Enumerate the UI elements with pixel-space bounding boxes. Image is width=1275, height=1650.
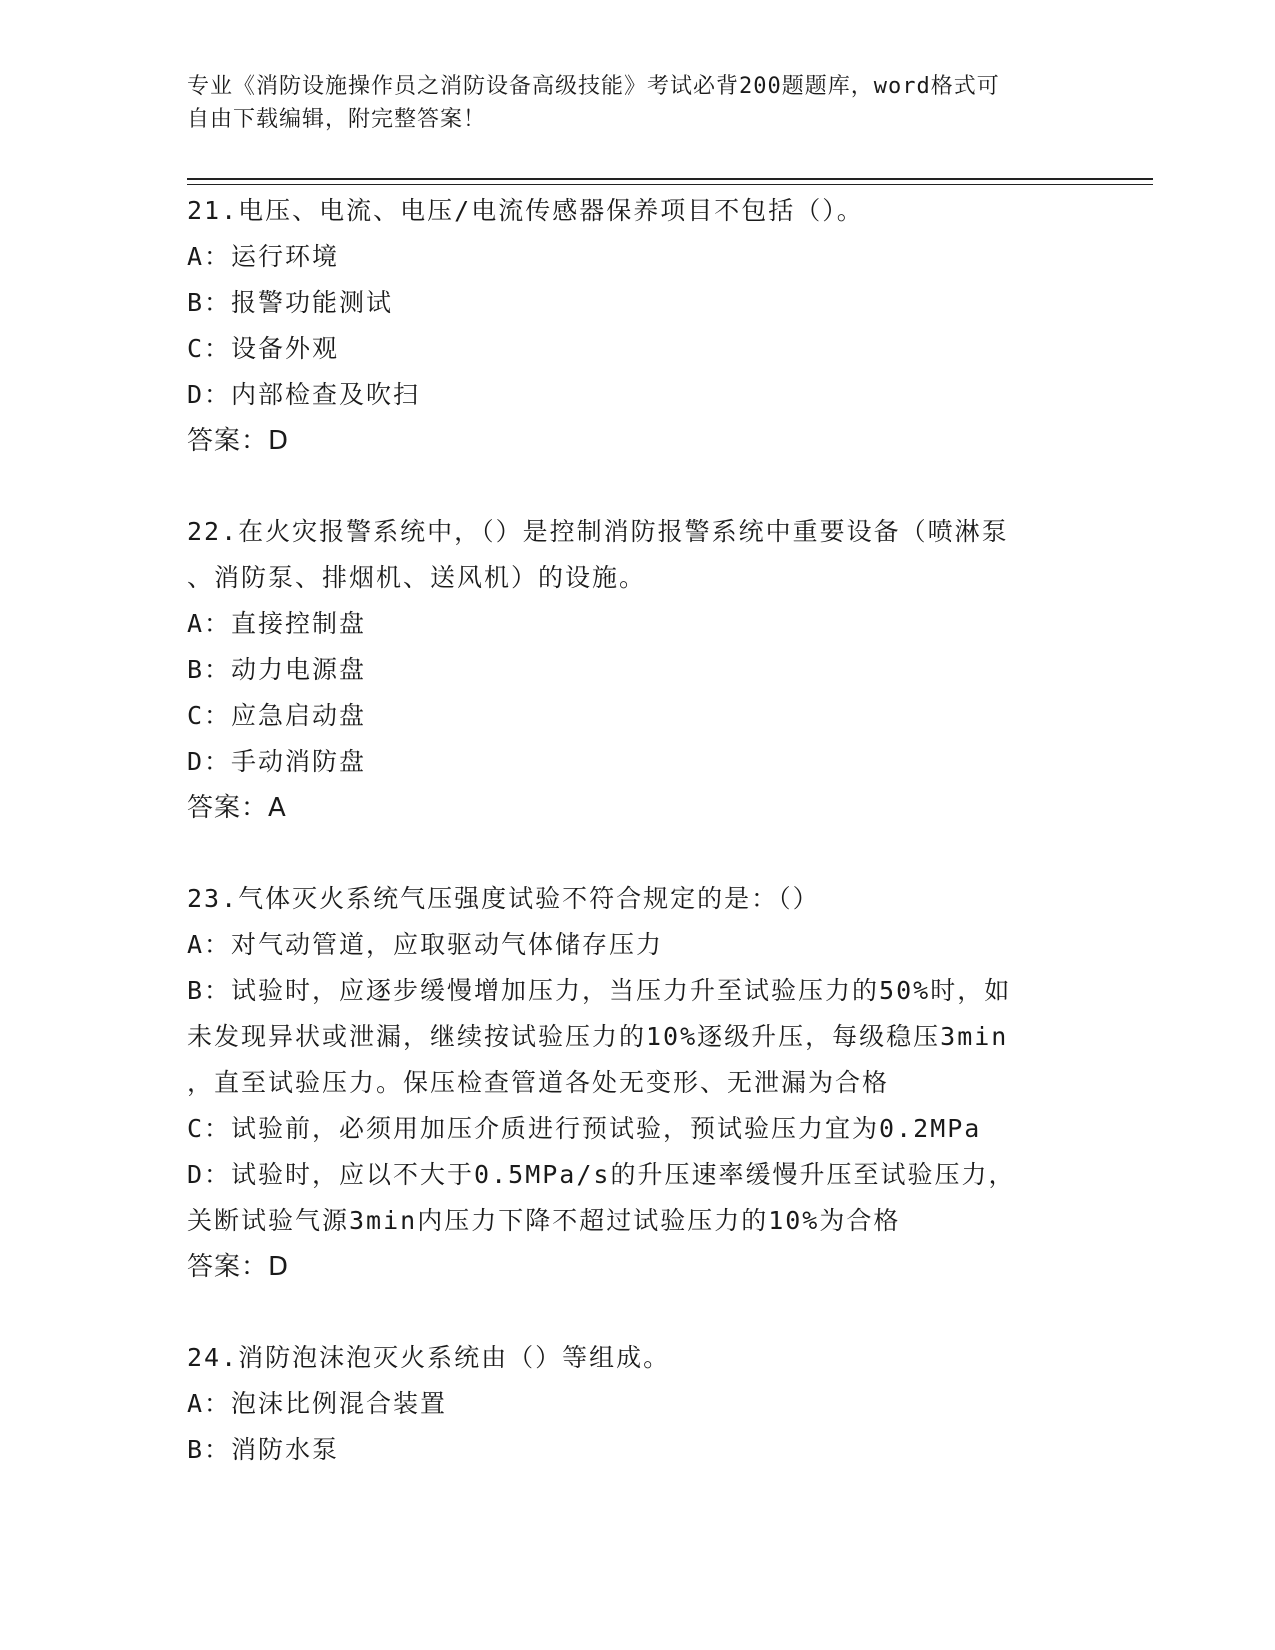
option-d-cont-1: 关断试验气源3min内压力下降不超过试验压力的10%为合格	[187, 1206, 901, 1235]
option-a: A：直接控制盘	[187, 609, 367, 638]
question-gap	[187, 831, 1087, 876]
question-gap	[187, 464, 1087, 509]
question-text: 24.消防泡沫泡灭火系统由（）等组成。	[187, 1343, 671, 1372]
header-line-2: 自由下载编辑，附完整答案！	[187, 107, 487, 132]
question-text: 22.在火灾报警系统中，（）是控制消防报警系统中重要设备（喷淋泵	[187, 517, 1009, 546]
option-a: A：泡沫比例混合装置	[187, 1389, 448, 1418]
question-24	[187, 1335, 1087, 1473]
option-c: C：应急启动盘	[187, 701, 367, 730]
question-text-cont: 、消防泵、排烟机、送风机）的设施。	[187, 563, 647, 592]
header-divider-thin	[187, 184, 1153, 185]
option-c: C：设备外观	[187, 334, 340, 363]
option-b-cont-1: 未发现异状或泄漏，继续按试验压力的10%逐级升压，每级稳压3min	[187, 1022, 1009, 1051]
option-b: B：动力电源盘	[187, 655, 367, 684]
option-d: D：内部检查及吹扫	[187, 380, 421, 409]
question-23	[187, 876, 1087, 1290]
document-header	[187, 70, 1067, 136]
question-22	[187, 509, 1087, 831]
option-d: D：手动消防盘	[187, 747, 367, 776]
answer-line: 答案：D	[187, 426, 290, 456]
answer-line: 答案：D	[187, 1252, 290, 1282]
question-text: 21.电压、电流、电压/电流传感器保养项目不包括（）。	[187, 196, 864, 225]
option-d: D：试验时，应以不大于0.5MPa/s的升压速率缓慢升压至试验压力，	[187, 1160, 1016, 1189]
question-gap	[187, 1290, 1087, 1335]
option-b: B：报警功能测试	[187, 288, 394, 317]
question-21	[187, 188, 1087, 464]
option-b: B：消防水泵	[187, 1435, 340, 1464]
option-a: A：运行环境	[187, 242, 340, 271]
option-b: B：试验时，应逐步缓慢增加压力，当压力升至试验压力的50%时，如	[187, 976, 1012, 1005]
header-divider-thick	[187, 178, 1153, 180]
option-b-cont-2: ，直至试验压力。保压检查管道各处无变形、无泄漏为合格	[187, 1068, 890, 1097]
option-a: A：对气动管道，应取驱动气体储存压力	[187, 930, 664, 959]
question-text: 23.气体灭火系统气压强度试验不符合规定的是：（）	[187, 884, 820, 913]
option-c: C：试验前，必须用加压介质进行预试验，预试验压力宜为0.2MPa	[187, 1114, 982, 1143]
answer-line: 答案：A	[187, 793, 287, 823]
question-list	[187, 188, 1087, 1473]
header-line-1: 专业《消防设施操作员之消防设备高级技能》考试必背200题题库，word格式可	[187, 74, 1000, 99]
